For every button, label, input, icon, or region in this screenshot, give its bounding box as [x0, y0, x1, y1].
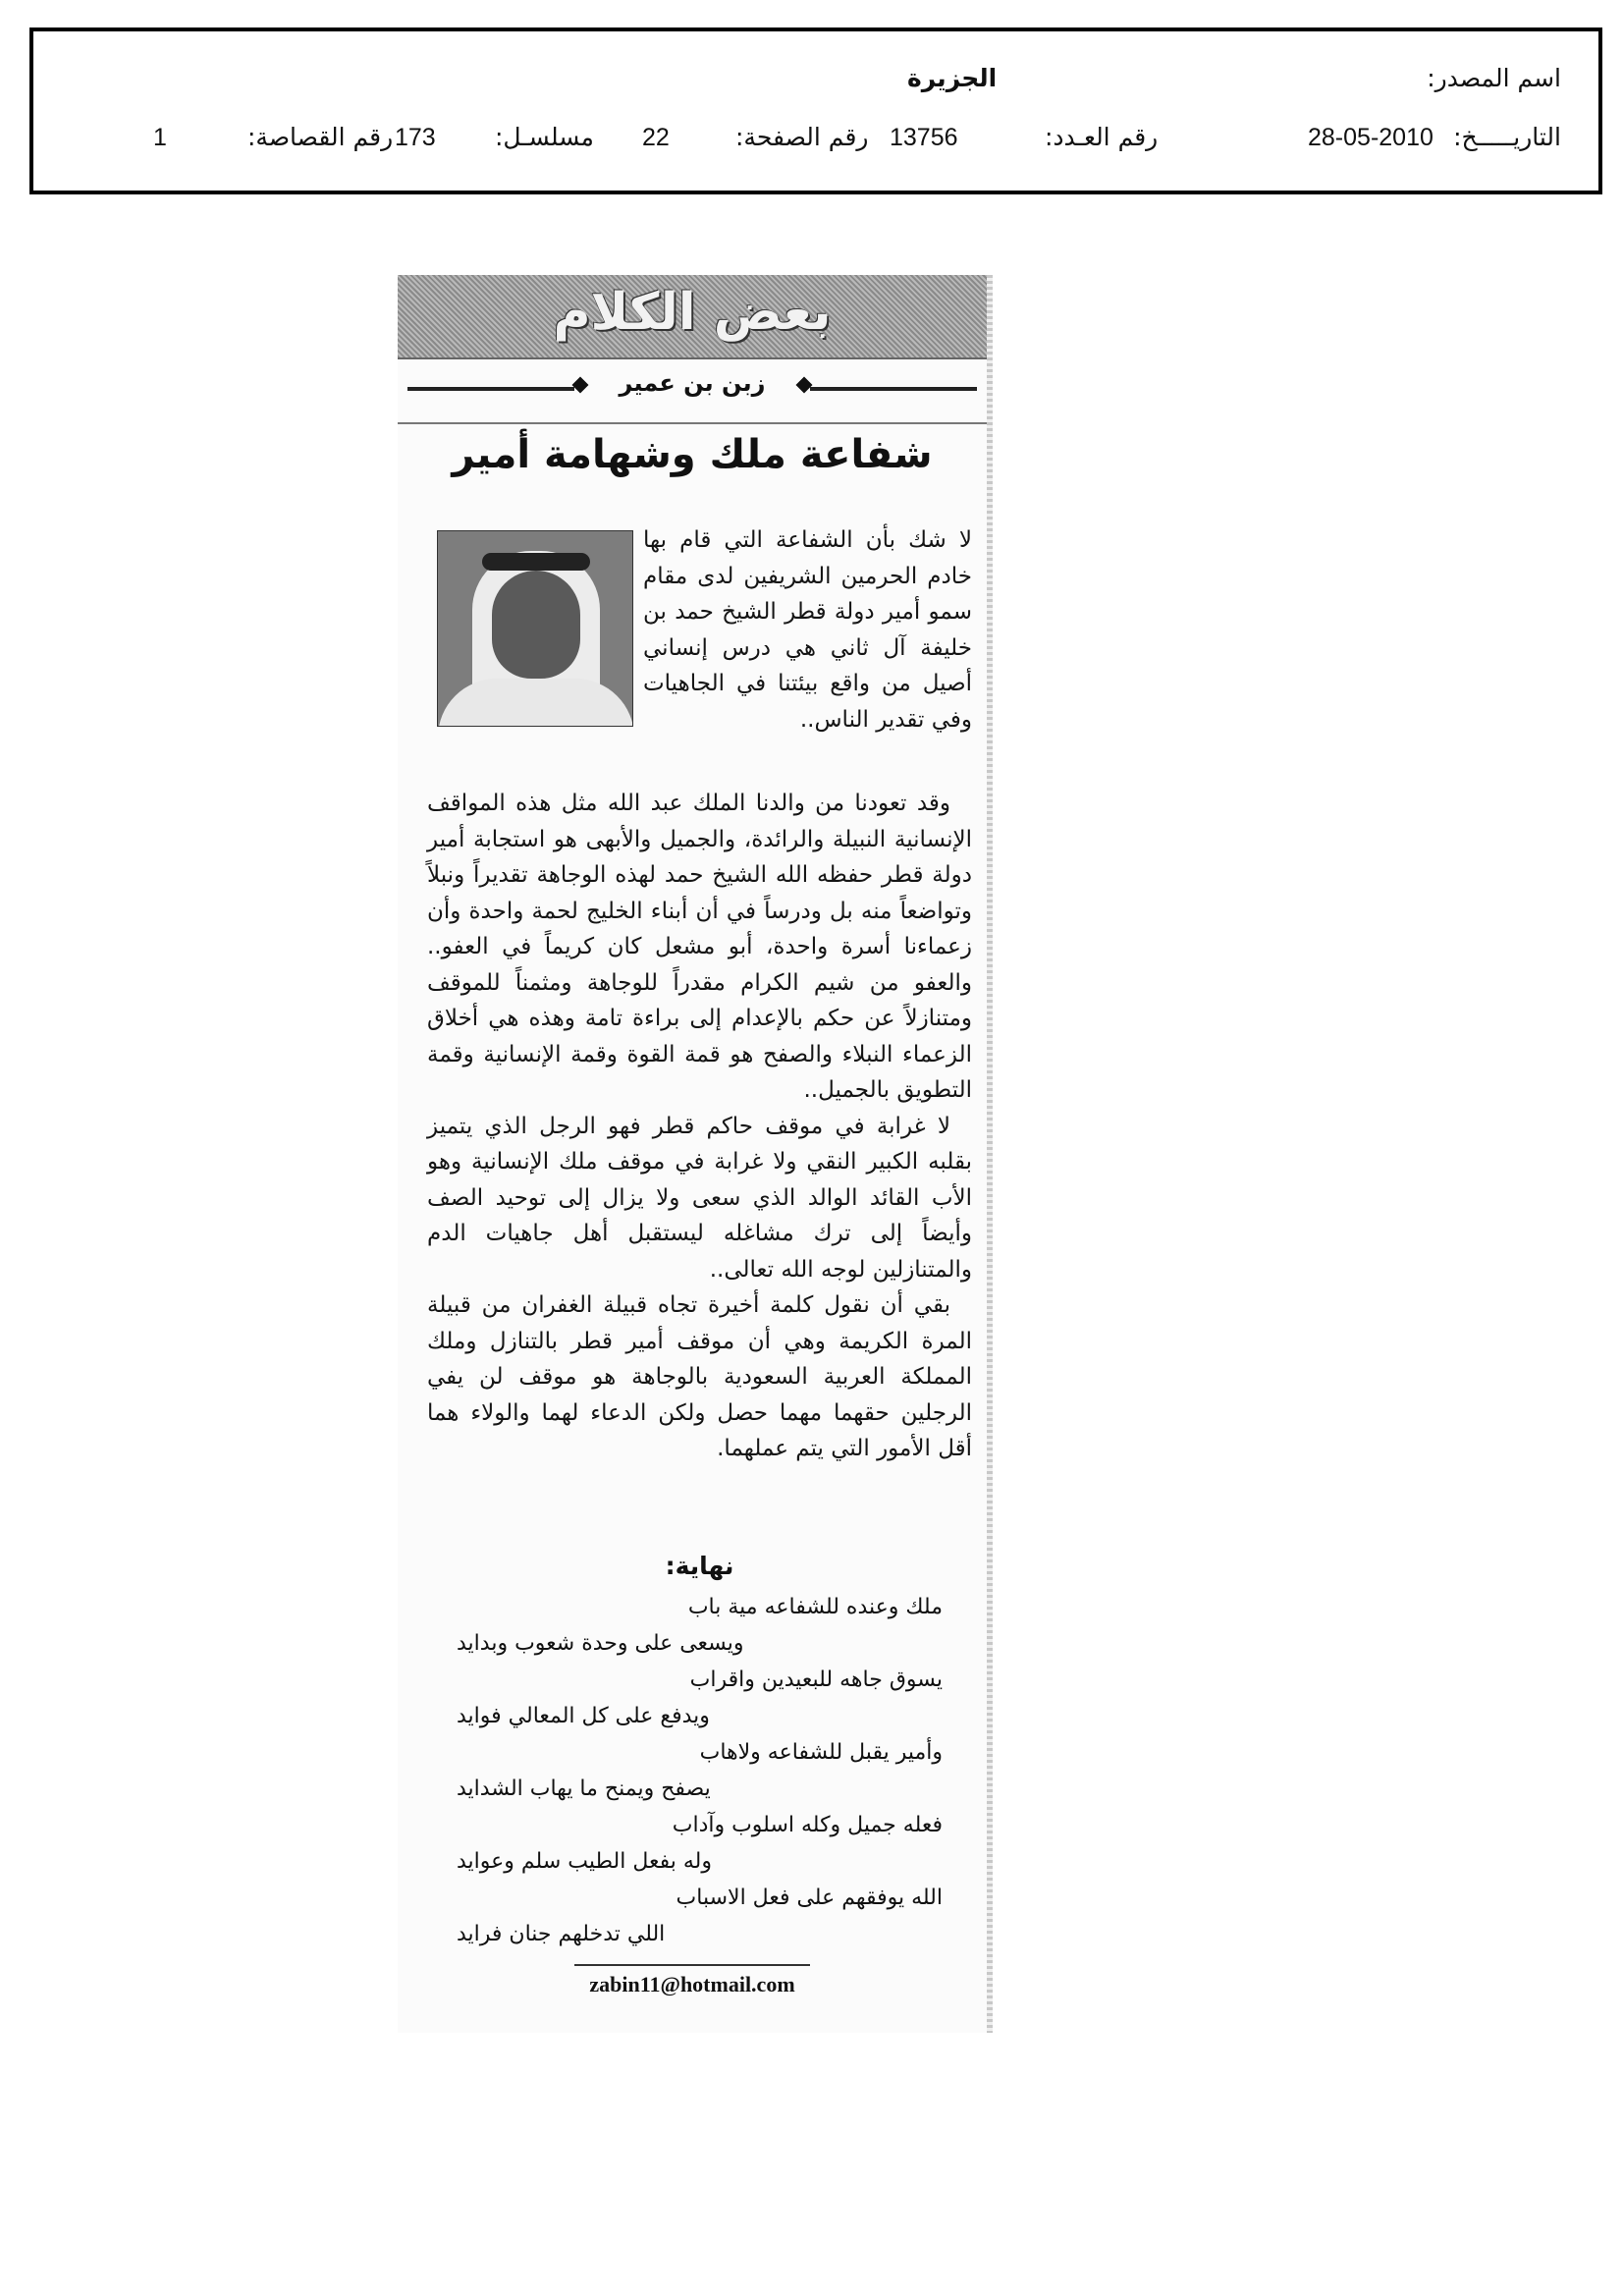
photo-shoulders	[438, 679, 633, 727]
photo-agal	[482, 553, 590, 571]
article-headline: شفاعة ملك وشهامة أمير	[452, 432, 933, 477]
serial-label: مسلسـل:	[495, 123, 594, 151]
page-value: 22	[642, 124, 670, 151]
clipping-metadata-box	[29, 27, 1602, 194]
source-value: الجزيرة	[907, 64, 998, 92]
photo-face	[492, 571, 580, 679]
byline-divider	[398, 422, 987, 424]
poem-verse: وله بفعل الطيب سلم وعوايد	[457, 1849, 712, 1874]
date-value: 28-05-2010	[1308, 124, 1434, 151]
source-label: اسم المصدر:	[1427, 64, 1561, 92]
byline-rule-left	[407, 387, 574, 391]
poem-verse: يسوق جاهه للبعيدين واقراب	[689, 1667, 943, 1692]
body-paragraph: بقي أن نقول كلمة أخيرة تجاه قبيلة الغفران من قبيلة المرة الكريمة وهي أن موقف أمير قطر بالتنازل وملك المملكة العربية السعودية بالوجاهة هو موقف لن يفي الرجلين حقهما مهما حصل ولكن الدعاء لهما والولاء هما أقل الأمور التي يتم عملهما.	[427, 1292, 972, 1461]
poem	[427, 1589, 972, 1952]
signature-rule	[574, 1964, 810, 1966]
byline-rule-right	[810, 387, 977, 391]
poem-verse: ويسعى على وحدة شعوب وبدايد	[457, 1631, 744, 1656]
poem-verse: يصفح ويمنح ما يهاب الشدايد	[457, 1777, 711, 1801]
poem-verse: فعله جميل وكله اسلوب وآداب	[672, 1813, 943, 1837]
issue-label: رقم العـدد:	[1045, 123, 1159, 151]
body-paragraph: لا غرابة في موقف حاكم قطر فهو الرجل الذي يتميز بقلبه الكبير النقي ولا غرابة في موقف ملك الإنسانية وهو الأب القائد الوالد الذي سعى ولا يزال إلى توحيد الصف وأيضاً إلى ترك مشاغله ليستقبل أهل جاهيات الدم والمتنازلين لوجه الله تعالى..	[427, 1113, 972, 1283]
page-label: رقم الصفحة:	[735, 123, 869, 151]
clipping-edge	[987, 275, 993, 2033]
clip-number-value: 1	[153, 124, 167, 151]
author-photo	[437, 530, 633, 727]
issue-value: 13756	[890, 124, 958, 151]
metadata-row-source	[33, 59, 1598, 98]
author-email: zabin11@hotmail.com	[589, 1972, 795, 1996]
clip-number-label: رقم القصاصة:	[247, 123, 394, 151]
poem-verse: اللي تدخلهم جنان فرايد	[457, 1922, 666, 1946]
article-body	[427, 786, 972, 1467]
date-label: التاريـــــخ:	[1453, 123, 1561, 151]
column-banner	[398, 275, 987, 359]
article-intro	[643, 522, 972, 738]
poem-verse: وأمير يقبل للشفاعه ولاهاب	[699, 1740, 943, 1765]
newspaper-clipping	[398, 275, 987, 2033]
poem-verse: ويدفع على كل المعالي فوايد	[457, 1704, 710, 1728]
poem-verse: ملك وعنده للشفاعه مية باب	[687, 1595, 943, 1619]
poem-title: نهاية:	[665, 1552, 734, 1580]
intro-paragraph: لا شك بأن الشفاعة التي قام بها خادم الحرمين الشريفين لدى مقام سمو أمير دولة قطر الشيخ حمد بن خليفة آل ثاني هي درس إنساني أصيل من واقع بيئتنا في الجاهيات وفي تقدير الناس..	[643, 527, 972, 733]
metadata-row-details	[33, 118, 1598, 157]
diamond-icon	[572, 377, 589, 394]
poem-verse: الله يوفقهم على فعل الاسباب	[676, 1886, 943, 1910]
serial-value: 173	[395, 124, 436, 151]
author-byline	[398, 369, 987, 409]
body-paragraph: وقد تعودنا من والدنا الملك عبد الله مثل هذه المواقف الإنسانية النبيلة والرائدة، والجميل والأبهى هو استجابة أمير دولة قطر حفظه الله الشيخ حمد لهذه الوجاهة تقديراً ونبلاً وتواضعاً منه بل ودرساً في أن أبناء الخليج لحمة واحدة وأن زعماءنا أسرة واحدة، أبو مشعل كان كريماً في العفو.. والعفو من شيم الكرام مقدراً للوجاهة ومثمناً للموقف ومتنازلاً عن حكم بالإعدام إلى براءة تامة وهذه هي أخلاق الزعماء النبلاء والصفح هو قمة القوة وقمة الإنسانية وقمة التطويق بالجميل..	[427, 791, 972, 1103]
column-banner-title: بعض الكلام	[553, 283, 832, 342]
author-name: زبن بن عمير	[619, 369, 766, 397]
